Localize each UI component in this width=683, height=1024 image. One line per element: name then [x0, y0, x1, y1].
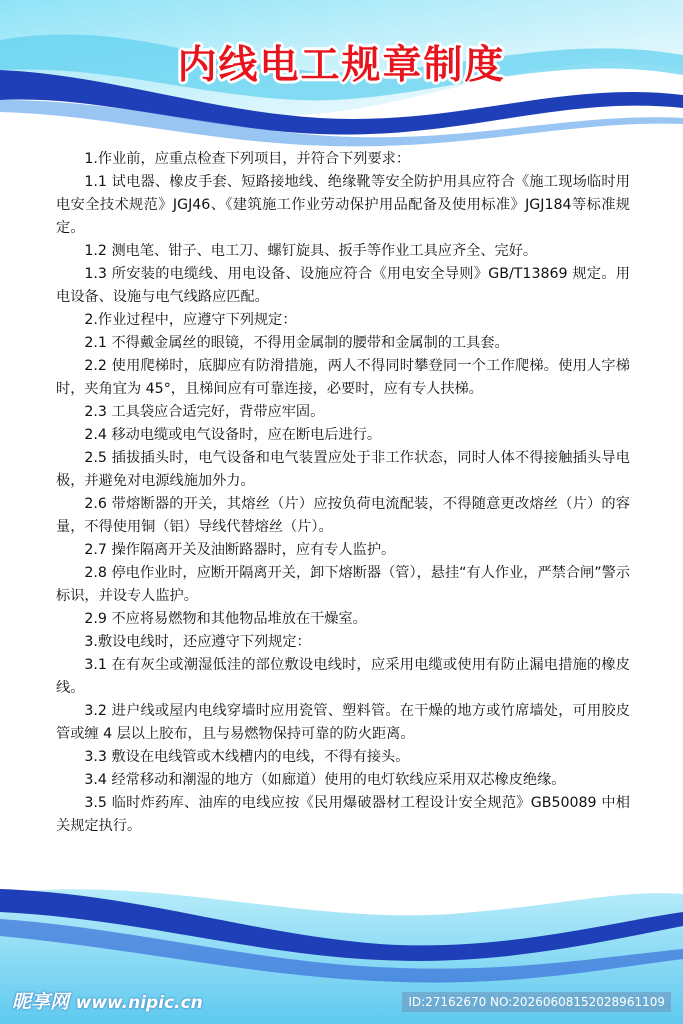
- paragraph: 1.3 所安装的电缆线、用电设备、设施应符合《用电安全导则》GB/T13869 规定。用电设备、设施与电气线路应匹配。: [56, 266, 630, 305]
- paragraph: 2.7 操作隔离开关及油断路器时，应有专人监护。: [84, 542, 396, 558]
- watermark-logo: [12, 987, 203, 1014]
- watermark-id: ID:27162670 NO:20260608152028961109: [402, 992, 671, 1012]
- paragraph: 3.5 临时炸药库、油库的电线应按《民用爆破器材工程设计安全规范》GB50089 中相关规定执行。: [56, 795, 630, 834]
- paragraph: 2.4 移动电缆或电气设备时，应在断电后进行。: [84, 427, 382, 443]
- paragraph: 2.9 不应将易燃物和其他物品堆放在干燥室。: [84, 611, 367, 627]
- paragraph: 1.2 测电笔、钳子、电工刀、螺钉旋具、扳手等作业工具应齐全、完好。: [84, 243, 538, 259]
- paragraph: 2.2 使用爬梯时，底脚应有防滑措施，两人不得同时攀登同一个工作爬梯。使用人字梯时，夹角宜为 45°，且梯间应有可靠连接，必要时，应有专人扶梯。: [56, 358, 630, 397]
- paragraph: 2.5 插拔插头时，电气设备和电气装置应处于非工作状态，同时人体不得接触插头导电极，并避免对电源线施加外力。: [56, 450, 630, 489]
- paragraph: 2.3 工具袋应合适完好，背带应牢固。: [84, 404, 325, 420]
- paragraph: 2.1 不得戴金属丝的眼镜，不得用金属制的腰带和金属制的工具套。: [84, 335, 509, 351]
- paragraph: 3.1 在有灰尘或潮湿低洼的部位敷设电线时，应采用电缆或使用有防止漏电措施的橡皮线。: [56, 657, 630, 696]
- paragraph: 3.2 进户线或屋内电线穿墙时应用瓷管、塑料管。在干燥的地方或竹席墙处，可用胶皮管或缠 4 层以上胶布，且与易燃物保持可靠的防火距离。: [56, 703, 630, 742]
- paragraph: 1.1 试电器、橡皮手套、短路接地线、绝缘靴等安全防护用具应符合《施工现场临时用电安全技术规范》JGJ46、《建筑施工作业劳动保护用品配备及使用标准》JGJ184等标准规定。: [56, 174, 630, 236]
- paragraph: 2.8 停电作业时，应断开隔离开关，卸下熔断器（管），悬挂“有人作业，严禁合闸”警示标识，并设专人监护。: [56, 565, 630, 604]
- watermark-logo-text: 昵享网: [12, 991, 70, 1013]
- watermark-url: www.nipic.cn: [75, 993, 203, 1013]
- paragraph: 2.6 带熔断器的开关，其熔丝（片）应按负荷电流配装，不得随意更改熔丝（片）的容量，不得使用铜（铝）导线代替熔丝（片）。: [56, 496, 630, 535]
- regulation-text: [56, 148, 630, 838]
- paragraph: 1.作业前，应重点检查下列项目，并符合下列要求：: [84, 151, 411, 167]
- paragraph: 2.作业过程中，应遵守下列规定：: [84, 312, 297, 328]
- paragraph: 3.3 敷设在电线管或木线槽内的电线，不得有接头。: [84, 749, 410, 765]
- paragraph: 3.敷设电线时，还应遵守下列规定：: [84, 634, 311, 650]
- page-title: 内线电工规章制度: [177, 43, 506, 88]
- paragraph: 3.4 经常移动和潮湿的地方（如廊道）使用的电灯软线应采用双芯橡皮绝缘。: [84, 772, 566, 788]
